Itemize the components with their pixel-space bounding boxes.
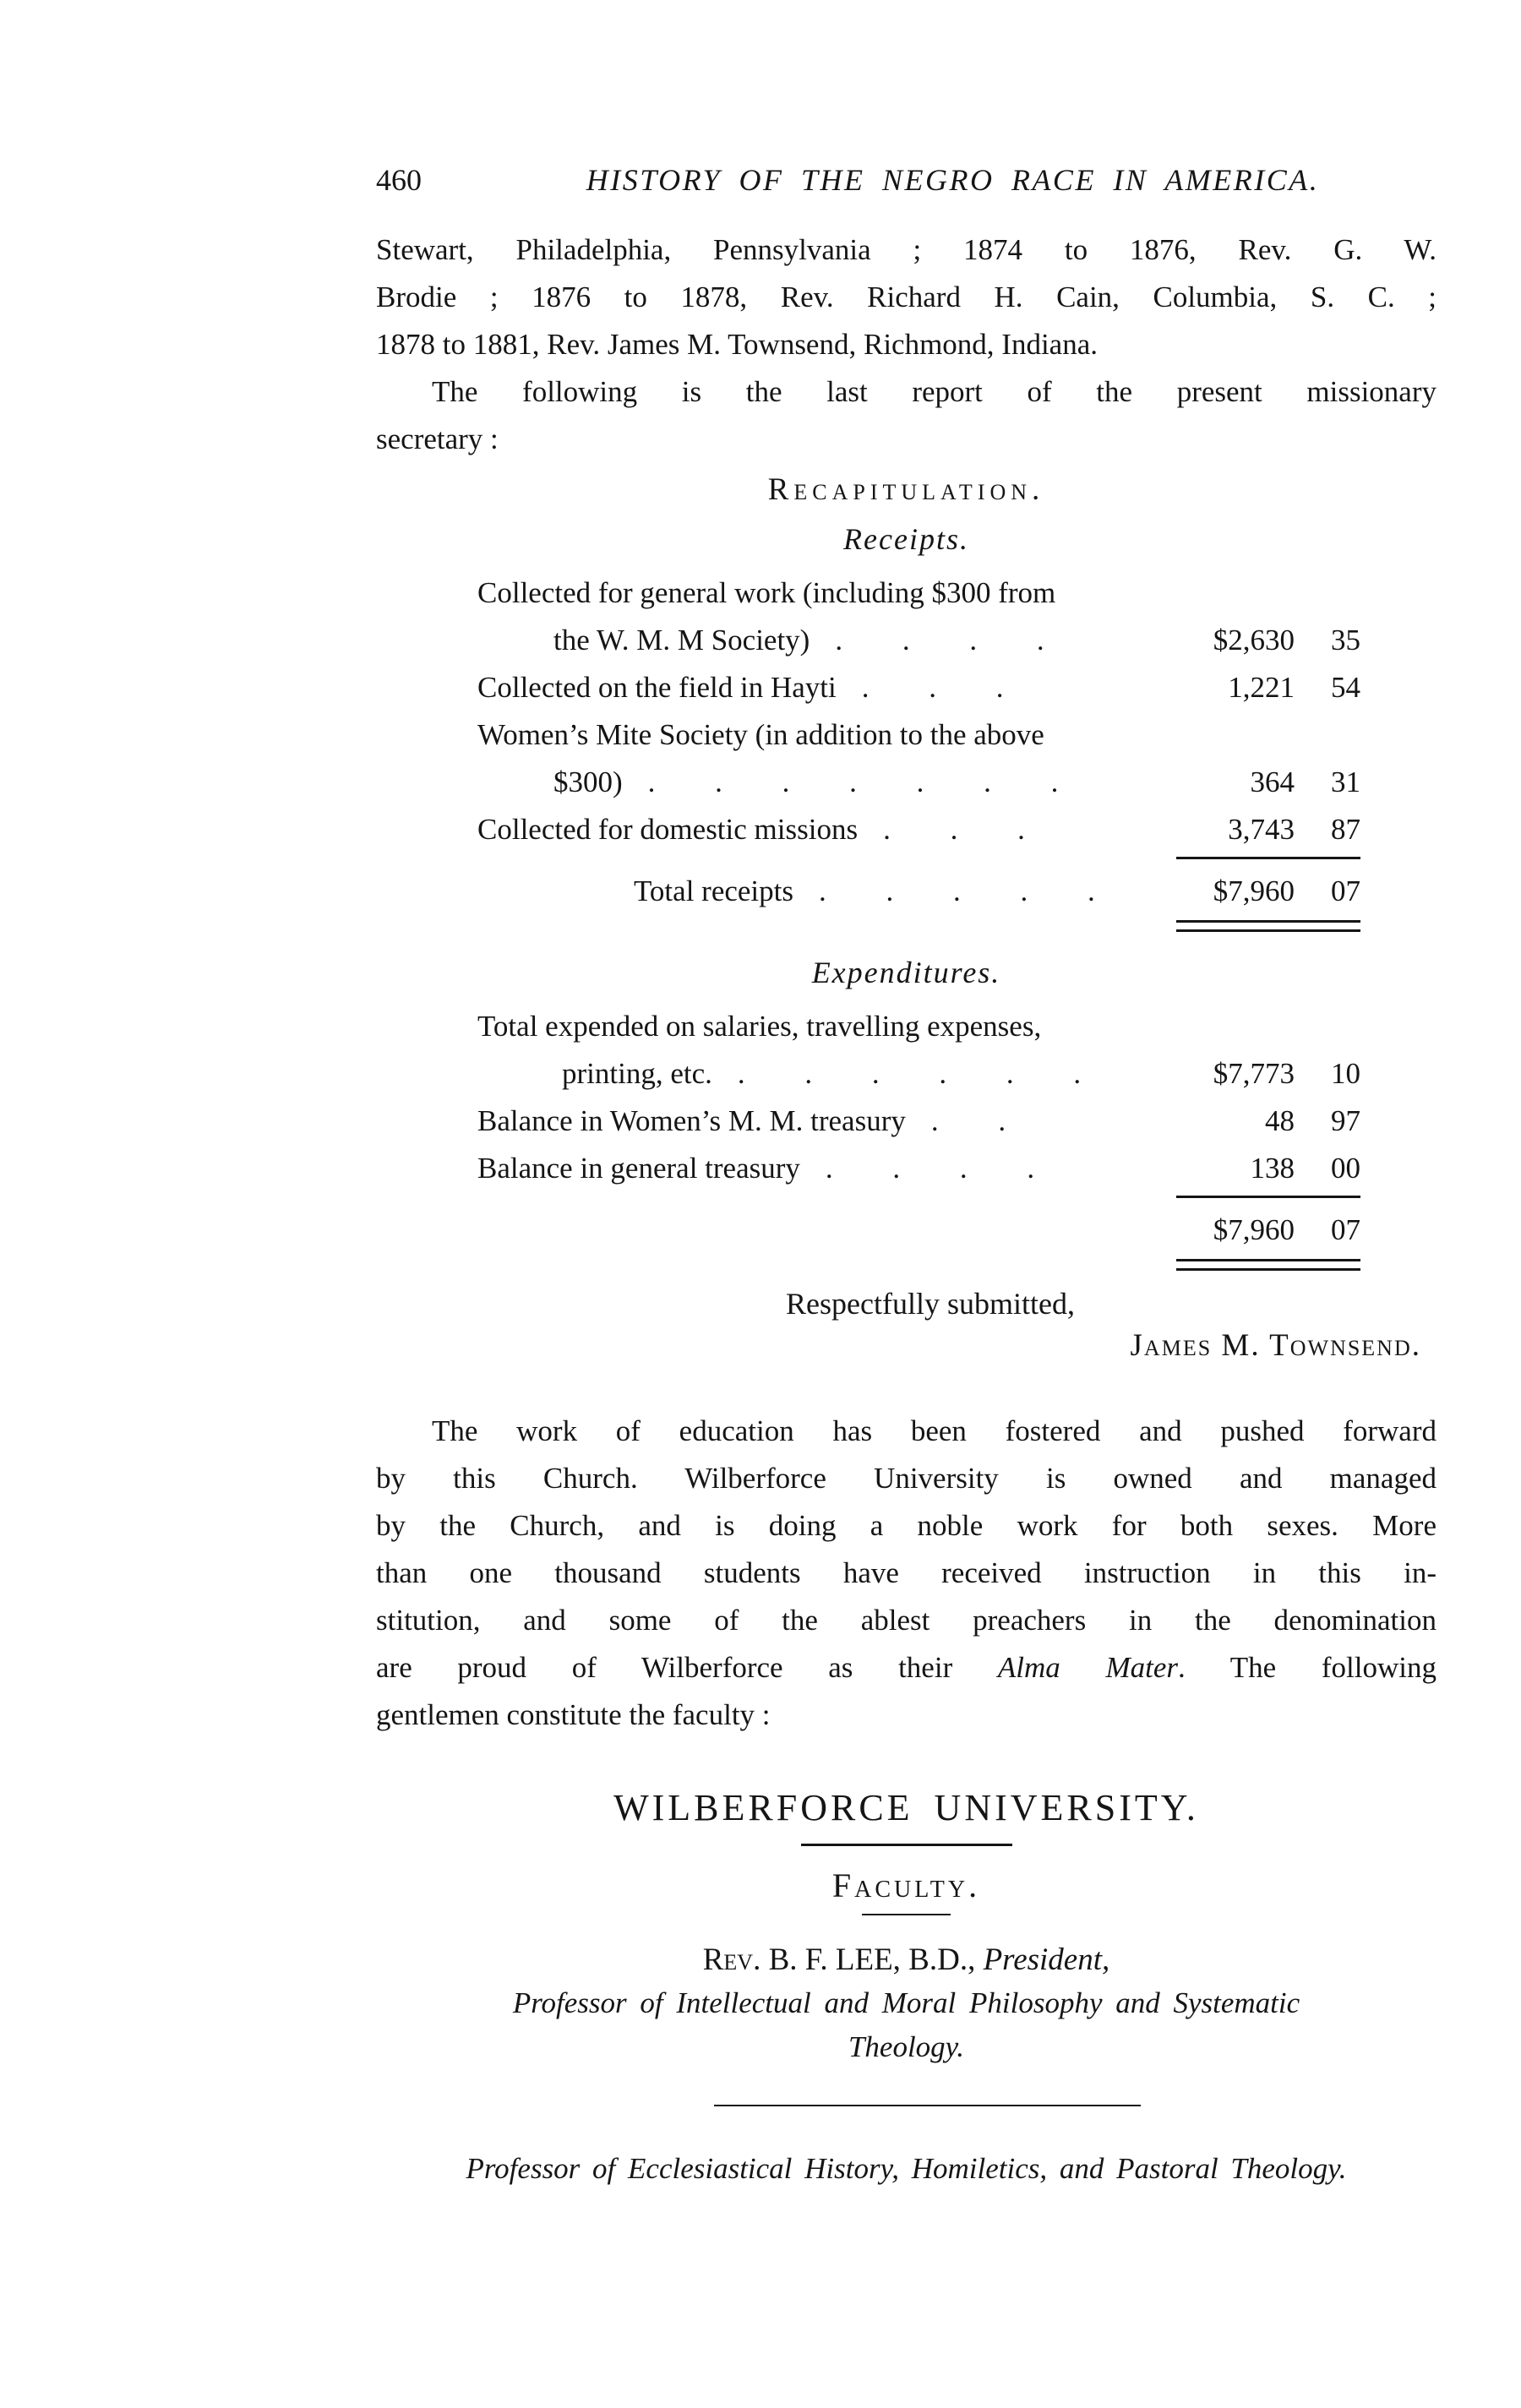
sum-rule bbox=[477, 1192, 1360, 1198]
row-amount: 364 bbox=[1250, 765, 1295, 798]
section-heading-recapitulation: Recapitulation. bbox=[767, 472, 1045, 507]
leader-dots: . . . . . . . bbox=[647, 765, 1059, 798]
text-line: Stewart, Philadelphia, Pennsylvania ; 1874 to 1876, Rev. G. W. bbox=[376, 233, 1436, 266]
leader-dots: . . . . . . bbox=[737, 1057, 1082, 1090]
row-cents: 07 bbox=[1331, 1213, 1360, 1246]
subsection-heading-expenditures: Expenditures. bbox=[811, 956, 1001, 989]
table-row: Collected for general work (including $300 from bbox=[477, 576, 1056, 609]
table-row bbox=[477, 617, 1360, 664]
row-label: $300) bbox=[553, 765, 623, 798]
table-row: Women’s Mite Society (in addition to the above bbox=[477, 718, 1044, 751]
table-row bbox=[477, 806, 1360, 853]
row-cents: 97 bbox=[1331, 1104, 1360, 1137]
text-line: secretary : bbox=[376, 422, 499, 455]
total-double-rule bbox=[477, 915, 1360, 932]
expenditures-table bbox=[477, 1003, 1360, 1271]
table-row bbox=[477, 1050, 1360, 1098]
row-cents: 35 bbox=[1331, 624, 1360, 656]
row-amount: $7,960 bbox=[1213, 874, 1295, 907]
faculty-rule bbox=[862, 1914, 951, 1915]
president-professorship-line: Professor of Intellectual and Moral Philosophy and Systematic bbox=[512, 1986, 1300, 2019]
running-title: HISTORY OF THE NEGRO RACE IN AMERICA. bbox=[586, 163, 1320, 197]
row-amount: 3,743 bbox=[1228, 813, 1295, 846]
president-role: President, bbox=[983, 1942, 1110, 1977]
text-line: Brodie ; 1876 to 1878, Rev. Richard H. Cain, Columbia, S. C. ; bbox=[376, 281, 1436, 313]
total-double-rule bbox=[477, 1254, 1360, 1271]
table-row bbox=[477, 664, 1360, 711]
text-line: 1878 to 1881, Rev. James M. Townsend, Richmond, Indiana. bbox=[376, 328, 1098, 361]
row-cents: 10 bbox=[1331, 1057, 1360, 1090]
section-divider-rule bbox=[714, 2105, 1141, 2106]
row-cents: 54 bbox=[1331, 671, 1360, 704]
faculty-president-line bbox=[376, 1939, 1436, 1981]
leader-dots: . . . . bbox=[835, 624, 1044, 656]
subsection-heading-receipts: Receipts. bbox=[843, 522, 969, 556]
row-label: Collected on the field in Hayti bbox=[477, 671, 837, 704]
heading-rule bbox=[801, 1844, 1012, 1846]
row-amount: 1,221 bbox=[1228, 671, 1295, 704]
table-row-total bbox=[477, 868, 1360, 915]
row-amount: $7,960 bbox=[1213, 1213, 1295, 1246]
leader-dots: . . . . bbox=[825, 1152, 1035, 1185]
paragraph-missionary-secretaries bbox=[376, 226, 1436, 368]
heading-wilberforce-university: WILBERFORCE UNIVERSITY. bbox=[613, 1787, 1199, 1828]
president-professorship-line: Theology. bbox=[848, 2030, 965, 2063]
professor-ecclesiastical-line: Professor of Ecclesiastical History, Homiletics, and Pastoral Theology. bbox=[466, 2152, 1347, 2185]
paragraph-report-intro bbox=[376, 368, 1436, 463]
table-row bbox=[477, 1145, 1360, 1192]
signature-james-m-townsend: James M. Townsend. bbox=[1130, 1328, 1421, 1363]
leader-dots: . . bbox=[930, 1104, 1006, 1137]
row-cents: 07 bbox=[1331, 874, 1360, 907]
text-line: The work of education has been fostered and pushed forward bbox=[432, 1414, 1436, 1447]
receipts-table bbox=[477, 569, 1360, 932]
text-line: stitution, and some of the ablest preachers in the denomination bbox=[376, 1604, 1436, 1637]
text-segment: . The following bbox=[1178, 1651, 1436, 1684]
page-content bbox=[376, 161, 1436, 2191]
table-row-total bbox=[477, 1207, 1360, 1254]
text-line bbox=[376, 1644, 1436, 1692]
table-row bbox=[477, 1098, 1360, 1145]
running-head bbox=[376, 161, 1436, 199]
paragraph-education bbox=[376, 1408, 1436, 1739]
table-row: Total expended on salaries, travelling expenses, bbox=[477, 1010, 1042, 1043]
leader-dots: . . . . . bbox=[819, 874, 1095, 907]
sum-rule bbox=[477, 853, 1360, 859]
table-row bbox=[477, 759, 1360, 806]
text-line: than one thousand students have received instruction in this in- bbox=[376, 1556, 1436, 1589]
row-cents: 00 bbox=[1331, 1152, 1360, 1185]
text-segment: are proud of Wilberforce as their bbox=[376, 1651, 998, 1684]
row-label: Balance in Women’s M. M. treasury bbox=[477, 1104, 906, 1137]
page-number: 460 bbox=[376, 163, 422, 197]
row-cents: 87 bbox=[1331, 813, 1360, 846]
text-line: gentlemen constitute the faculty : bbox=[376, 1698, 771, 1731]
text-line: The following is the last report of the present missionary bbox=[432, 375, 1436, 408]
row-label: Total receipts bbox=[634, 874, 793, 907]
row-label: printing, etc. bbox=[562, 1057, 712, 1090]
row-amount: 138 bbox=[1250, 1152, 1295, 1185]
row-amount: $2,630 bbox=[1213, 624, 1295, 656]
row-amount: $7,773 bbox=[1213, 1057, 1295, 1090]
text-line: by the Church, and is doing a noble work for both sexes. More bbox=[376, 1509, 1436, 1542]
leader-dots: . . . bbox=[861, 671, 1004, 704]
row-label: the W. M. M Society) bbox=[553, 624, 810, 656]
row-amount: 48 bbox=[1265, 1104, 1295, 1137]
text-segment-italic: Alma Mater bbox=[997, 1651, 1178, 1684]
row-label: Collected for domestic missions bbox=[477, 813, 859, 846]
president-name: B. F. LEE, B.D., bbox=[760, 1942, 984, 1977]
row-cents: 31 bbox=[1331, 765, 1360, 798]
heading-faculty: Faculty. bbox=[831, 1866, 981, 1904]
text-line: by this Church. Wilberforce University is owned and managed bbox=[376, 1462, 1436, 1495]
signoff-respectfully: Respectfully submitted, bbox=[786, 1287, 1075, 1321]
title-prefix: Rev. bbox=[702, 1942, 761, 1977]
leader-dots: . . . bbox=[883, 813, 1025, 846]
row-label: Balance in general treasury bbox=[477, 1152, 800, 1185]
